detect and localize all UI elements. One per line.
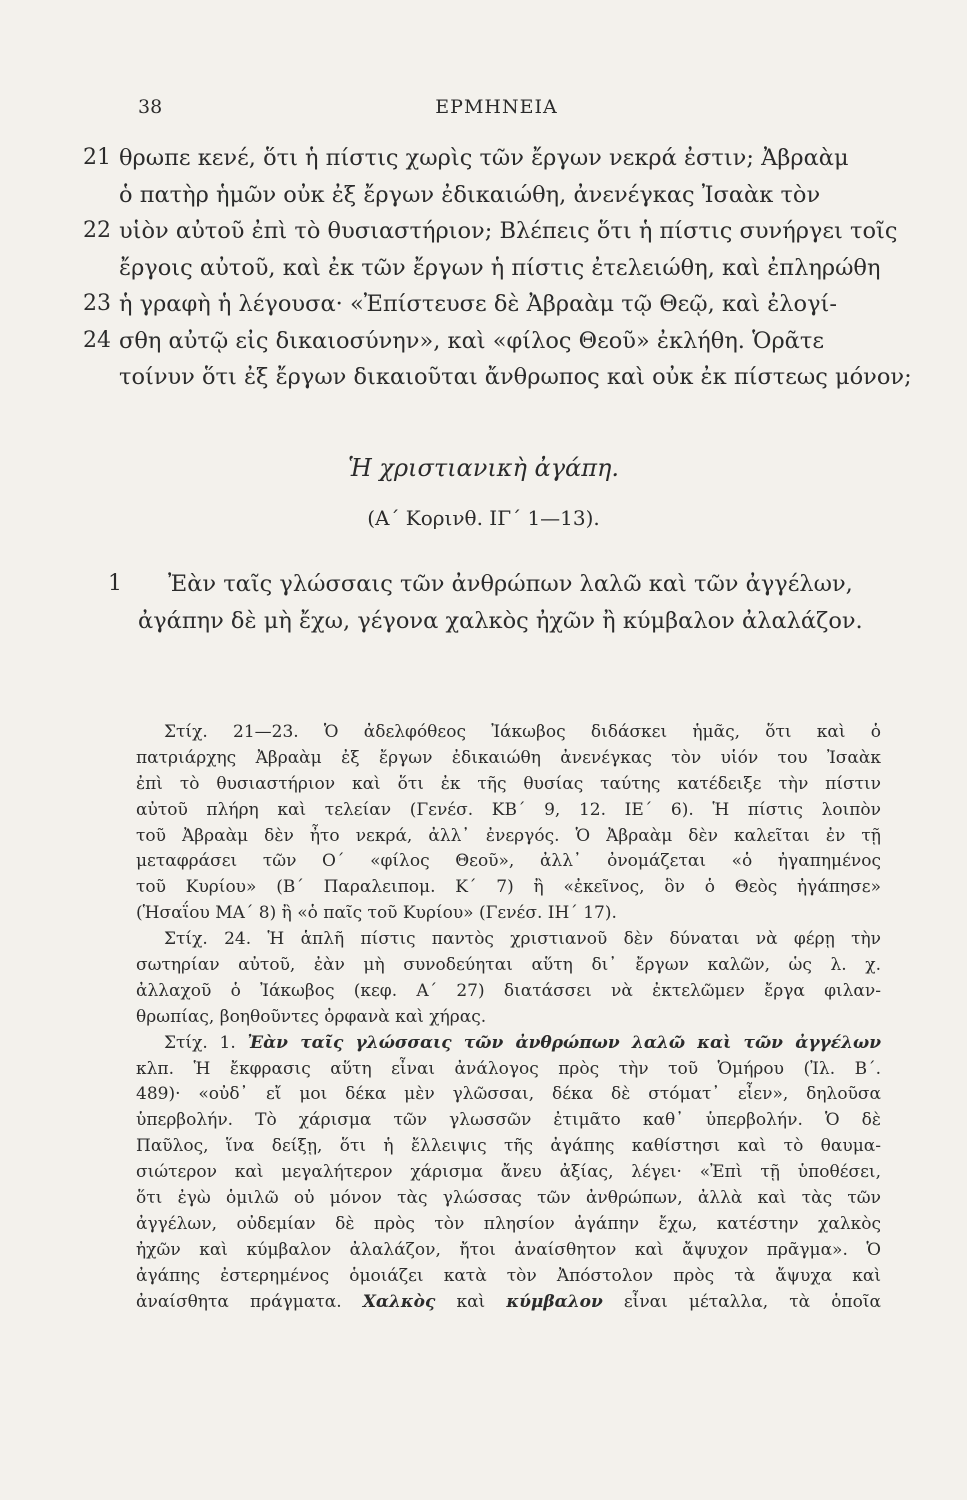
- commentary-line: κλπ. Ἡ ἔκφρασις αὕτη εἶναι ἀνάλογος πρὸς τὴν τοῦ Ὁμήρου (Ἰλ. Β΄.: [136, 1058, 881, 1079]
- verse-text: σθη αὐτῷ εἰς δικαιοσύνην», καὶ «φίλος Θεοῦ» ἐκλήθη. Ὁρᾶτε: [119, 327, 824, 354]
- verse-text: υἱὸν αὐτοῦ ἐπὶ τὸ θυσιαστήριον; Βλέπεις ὅτι ἡ πίστις συνήργει τοῖς: [119, 218, 898, 244]
- verse-line: [83, 286, 883, 323]
- commentary-line: ἀγγέλων, οὐδεμίαν δὲ πρὸς τὸν πλησίον ἀγάπην ἔχω, κατέστην χαλκὸς: [136, 1213, 881, 1234]
- emphasized-word: Χαλκὸς: [362, 1291, 436, 1312]
- verse-number: 22: [83, 218, 111, 243]
- commentary-text: εἶναι μέταλλα, τὰ ὁποῖα: [623, 1291, 881, 1312]
- verse-line: [83, 359, 912, 396]
- verse-text: ἡ γραφὴ ἡ λέγουσα· «Ἐπίστευσε δὲ Ἀβραὰμ τῷ Θεῷ, καὶ ἐλογί-: [119, 291, 837, 317]
- commentary-line: ἀγάπης ἐστερημένος ὁμοιάζει κατὰ τὸν Ἀπόστολον πρὸς τὰ ἄψυχα καὶ: [136, 1265, 881, 1286]
- section-title: Ἡ χριστιανικὴ ἀγάπη.: [347, 454, 620, 482]
- scripture-text-section: [108, 566, 883, 639]
- verse-line: [83, 323, 883, 360]
- commentary-line: Παῦλος, ἵνα δείξῃ, ὅτι ἡ ἔλλειψις τῆς ἀγάπης καθίστησι καὶ τὸ θαυμα-: [136, 1136, 881, 1157]
- commentary-line: τοῦ Ἀβραὰμ δὲν ἦτο νεκρά, ἀλλ᾽ ἐνεργός. Ὁ Ἀβραὰμ δὲν καλεῖται ἐν τῇ: [136, 825, 881, 846]
- commentary-line: αὐτοῦ πλήρη καὶ τελείαν (Γενέσ. ΚΒ΄ 9, 12. ΙΕ΄ 6). Ἡ πίστις λοιπὸν: [136, 799, 881, 820]
- commentary-line: θρωπίας, βοηθοῦντες ὀρφανὰ καὶ χήρας.: [136, 1006, 487, 1027]
- scripture-text-top: [83, 140, 912, 396]
- verse-number: 21: [83, 145, 111, 170]
- commentary-line: ἀλλαχοῦ ὁ Ἰάκωβος (κεφ. Α΄ 27) διατάσσει νὰ ἐκτελῶμεν ἔργα φιλαν-: [136, 980, 881, 1001]
- running-head: ΕΡΜΗΝΕΙΑ: [435, 96, 558, 118]
- commentary-text: ἀναίσθητα πράγματα.: [136, 1291, 342, 1312]
- verse-text: Ἐὰν ταῖς γλώσσαις τῶν ἀνθρώπων λαλῶ καὶ τῶν ἀγγέλων,: [168, 571, 853, 597]
- section-reference: (Α΄ Κορινθ. ΙΓ΄ 1—13).: [367, 506, 600, 530]
- commentary: [136, 720, 881, 1315]
- verse-text: ἔργοις αὐτοῦ, καὶ ἐκ τῶν ἔργων ἡ πίστις ἐτελειώθη, καὶ ἐπληρώθη: [119, 254, 881, 281]
- verse-line: [83, 177, 883, 214]
- commentary-line: ἠχῶν καὶ κύμβαλον ἀλαλάζον, ἤτοι ἀναίσθητον καὶ ἄψυχον πρᾶγμα». Ὁ: [136, 1239, 881, 1260]
- verse-line: [83, 250, 883, 287]
- quoted-lemma: Ἐὰν ταῖς γλώσσαις τῶν ἀνθρώπων λαλῶ καὶ τῶν ἀγγέλων: [247, 1032, 881, 1053]
- verse-text: ἀγάπην δὲ μὴ ἔχω, γέγονα χαλκὸς ἠχῶν ἢ κύμβαλον ἀλαλάζον.: [138, 607, 863, 634]
- commentary-line: μεταφράσει τῶν Ο΄ «φίλος Θεοῦ», ἀλλ᾽ ὀνομάζεται «ὁ ἠγαπημένος: [136, 851, 881, 872]
- commentary-line: Στίχ. 24. Ἡ ἁπλῆ πίστις παντὸς χριστιανοῦ δὲν δύναται νὰ φέρῃ τὴν: [164, 929, 881, 950]
- commentary-line: ὑπερβολήν. Τὸ χάρισμα τῶν γλωσσῶν ἐτιμᾶτο καθ᾽ ὑπερβολήν. Ὁ δὲ: [136, 1110, 881, 1131]
- commentary-line: ὅτι ἐγὼ ὁμιλῶ οὐ μόνον τὰς γλώσσας τῶν ἀνθρώπων, ἀλλὰ καὶ τὰς τῶν: [136, 1188, 881, 1209]
- commentary-line: [136, 1031, 881, 1057]
- verse-line: [108, 566, 883, 603]
- emphasized-word: κύμβαλον: [506, 1291, 603, 1312]
- commentary-line: ἐπὶ τὸ θυσιαστήριον καὶ ὅτι ἐκ τῆς θυσίας ταύτης κατέδειξε τὴν πίστιν: [136, 773, 881, 794]
- verse-text: ὁ πατὴρ ἡμῶν οὐκ ἐξ ἔργων ἐδικαιώθη, ἀνενέγκας Ἰσαὰκ τὸν: [119, 181, 821, 208]
- commentary-line: 489)· «οὐδ᾽ εἴ μοι δέκα μὲν γλῶσσαι, δέκα δὲ στόματ᾽ εἶεν», δηλοῦσα: [136, 1084, 881, 1105]
- commentary-line: σωτηρίαν αὐτοῦ, ἐὰν μὴ συνοδεύηται αὕτη δι᾽ ἔργων καλῶν, ὡς λ. χ.: [136, 955, 881, 976]
- page-number: 38: [138, 96, 163, 118]
- verse-number: 24: [83, 327, 111, 353]
- commentary-line: πατριάρχης Ἀβραὰμ ἐξ ἔργων ἐδικαιώθη ἀνενέγκας τὸν υἱόν του Ἰσαὰκ: [136, 747, 881, 768]
- verse-text: τοίνυν ὅτι ἐξ ἔργων δικαιοῦται ἄνθρωπος καὶ οὐκ ἐκ πίστεως μόνον;: [119, 364, 912, 390]
- commentary-line: (Ἡσαΐου ΜΑ΄ 8) ἢ «ὁ παῖς τοῦ Κυρίου» (Γενέσ. ΙΗ΄ 17).: [136, 903, 617, 924]
- verse-text: θρωπε κενέ, ὅτι ἡ πίστις χωρὶς τῶν ἔργων νεκρά ἐστιν; Ἀβραὰμ: [119, 145, 849, 171]
- verse-label: Στίχ. 1.: [164, 1032, 236, 1053]
- commentary-line: Στίχ. 21—23. Ὁ ἀδελφόθεος Ἰάκωβος διδάσκει ἡμᾶς, ὅτι καὶ ὁ: [164, 722, 881, 742]
- verse-number: 23: [83, 291, 111, 316]
- commentary-line: [136, 1290, 881, 1316]
- commentary-text: καὶ: [456, 1291, 486, 1312]
- commentary-line: τοῦ Κυρίου» (Β΄ Παραλειπομ. Κ΄ 7) ἢ «ἐκεῖνος, ὃν ὁ Θεὸς ἠγάπησε»: [136, 877, 881, 898]
- verse-number: 1: [108, 571, 122, 596]
- commentary-line: σιώτερον καὶ μεγαλήτερον χάρισμα ἄνευ ἀξίας, λέγει· «Ἐπὶ τῇ ὑποθέσει,: [136, 1162, 881, 1183]
- verse-line: [83, 140, 883, 177]
- verse-line: [83, 213, 898, 250]
- verse-line: [108, 603, 883, 640]
- page-header: [138, 96, 855, 126]
